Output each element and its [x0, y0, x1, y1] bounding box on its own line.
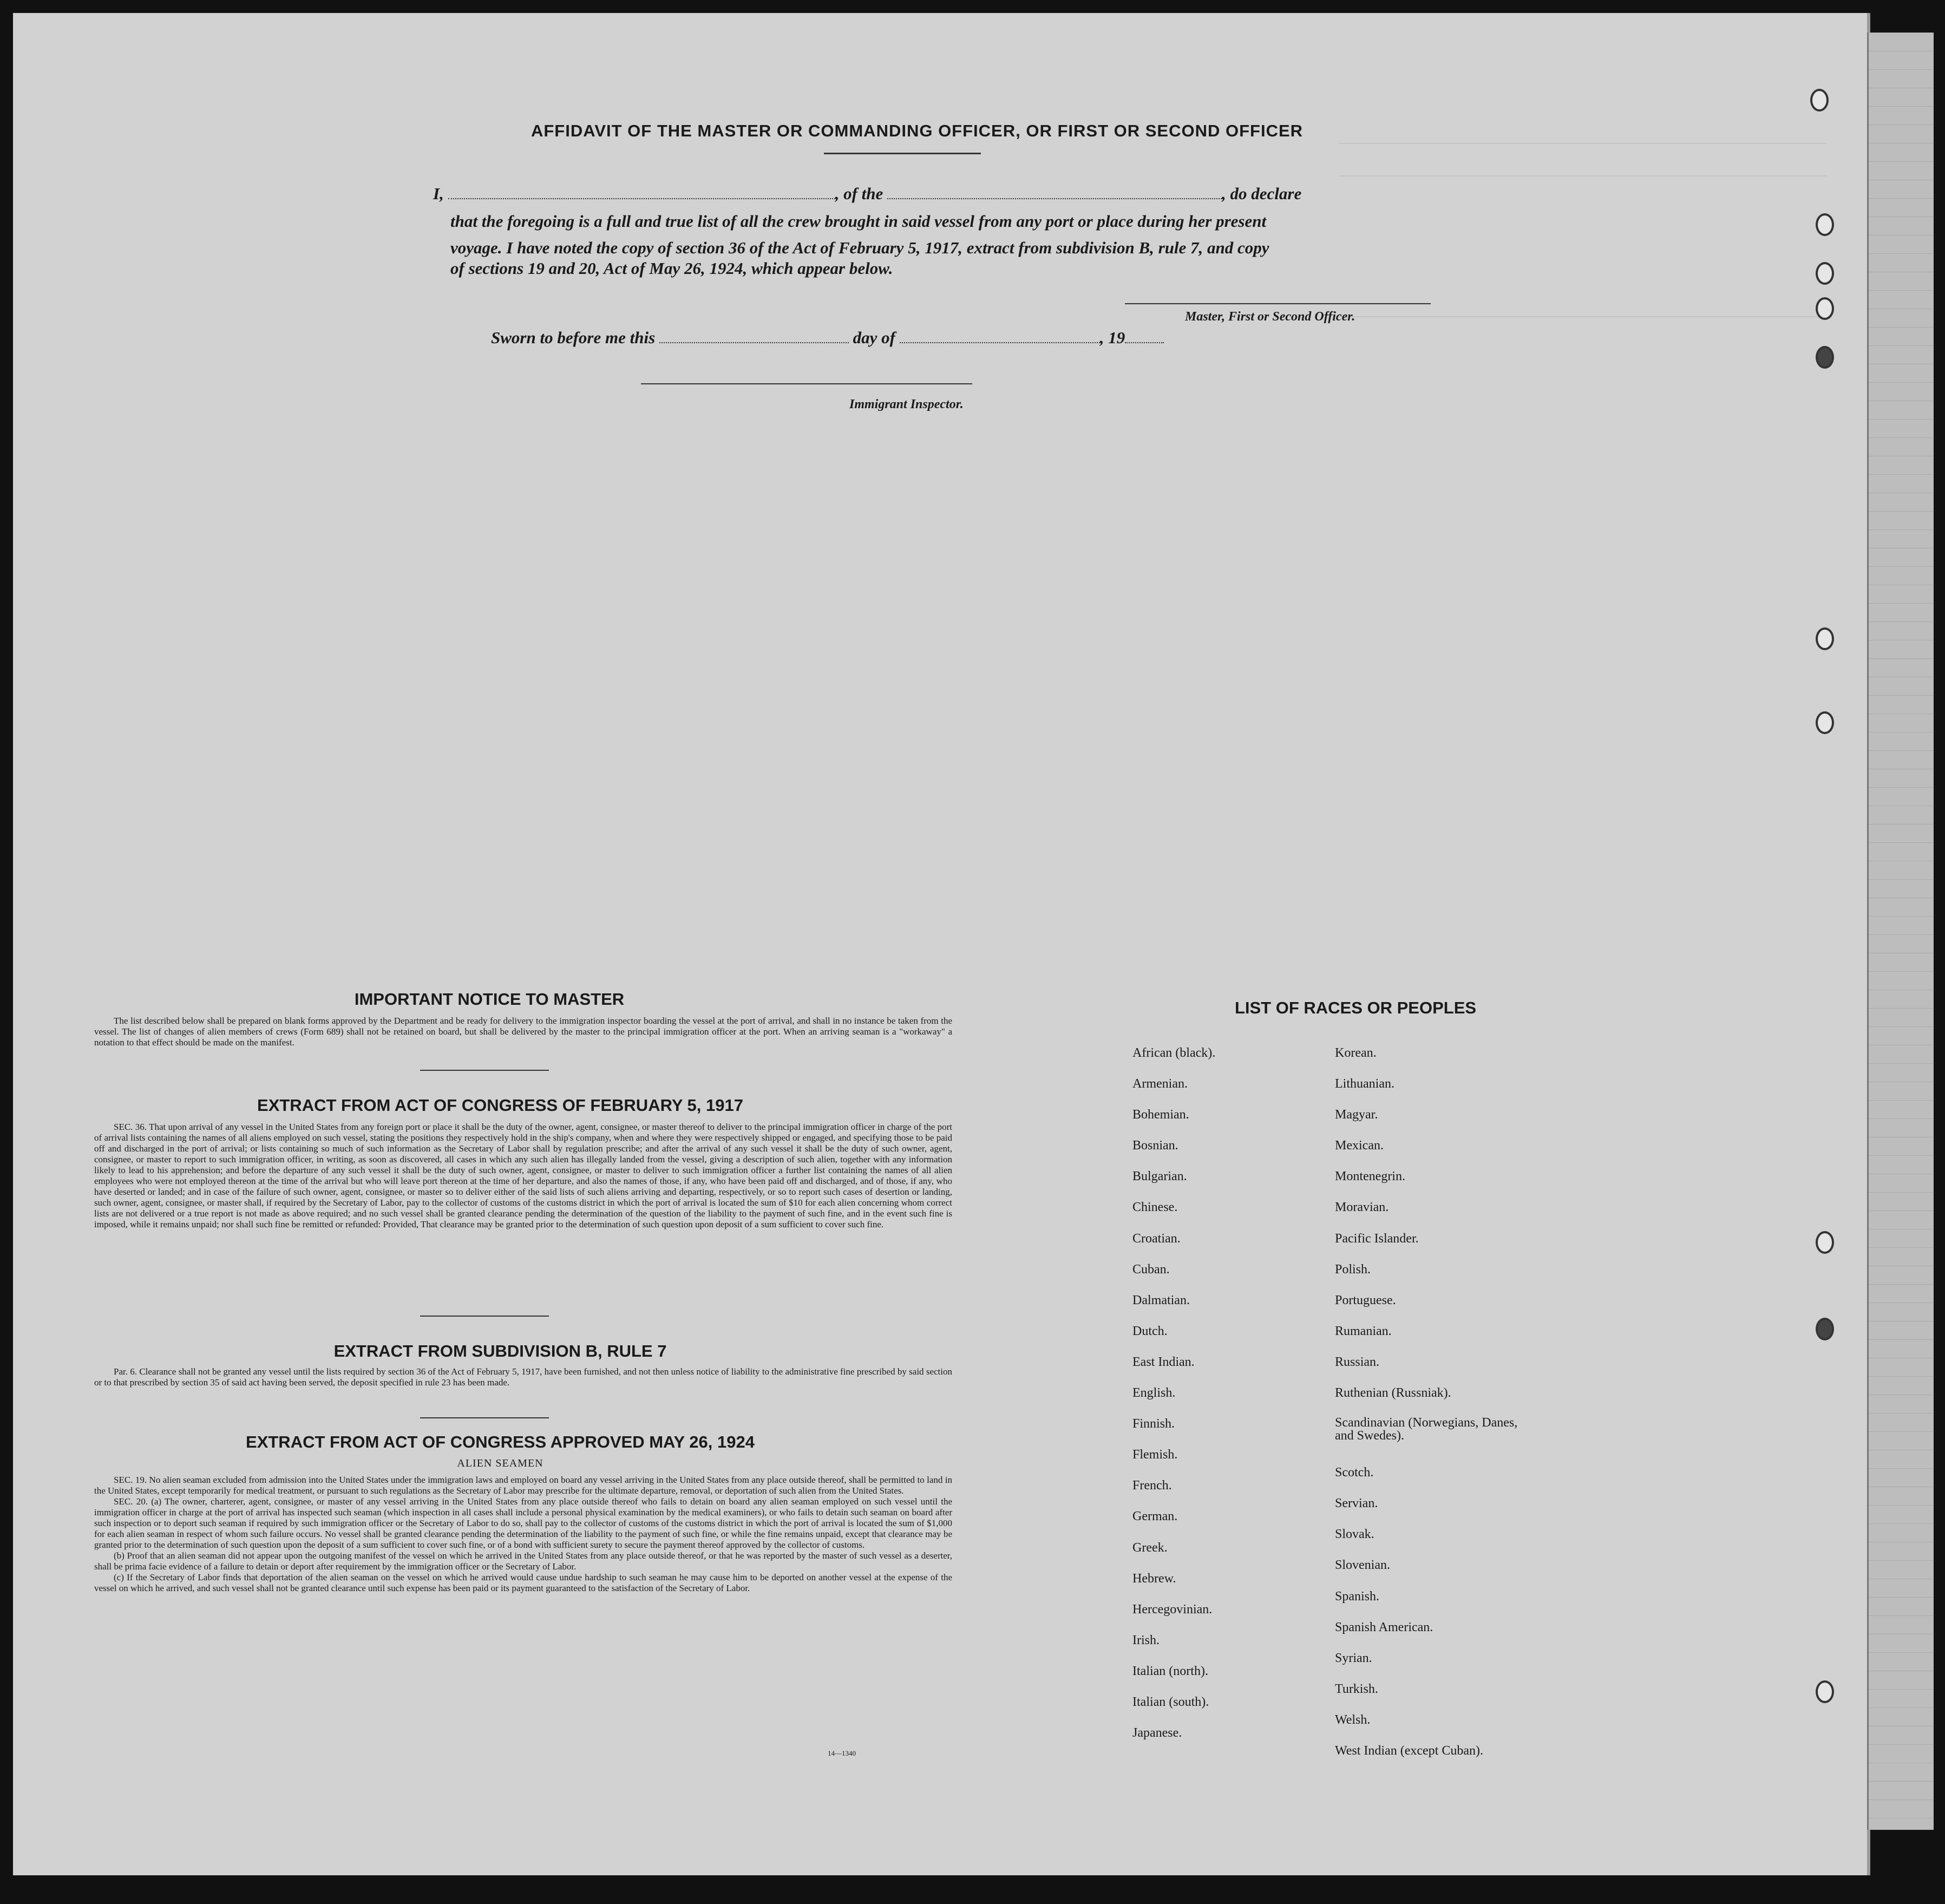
race-item: Portuguese. — [1335, 1293, 1396, 1307]
extract-1917-divider — [420, 1316, 549, 1317]
inspector-signature-label: Immigrant Inspector. — [849, 397, 964, 411]
punch-hole-icon — [1810, 89, 1829, 112]
race-item: Ruthenian (Russniak). — [1335, 1386, 1451, 1401]
rule-7-title: EXTRACT FROM SUBDIVISION B, RULE 7 — [333, 1342, 667, 1360]
race-item: Rumanian. — [1335, 1324, 1392, 1338]
sworn-month-field[interactable] — [900, 342, 1100, 343]
race-item: Armenian. — [1132, 1077, 1188, 1091]
declarant-name-field[interactable] — [448, 198, 835, 199]
race-item: Finnish. — [1132, 1417, 1175, 1431]
page-edge-strip — [1867, 32, 1934, 1830]
race-item: Moravian. — [1335, 1200, 1389, 1215]
race-item: Chinese. — [1132, 1200, 1178, 1215]
rule-7-text: Par. 6. Clearance shall not be granted any vessel until the lists required by section 36 of the Act of February 5, 1917, have been furnished, and not then unless notice of liability to the administrative fine prescribed by said section or to that prescribed by section 35 of said act having been served, the deposit specified in rule 23 has been made. — [94, 1366, 952, 1388]
race-item: Italian (south). — [1132, 1694, 1209, 1709]
punch-hole-icon — [1816, 346, 1834, 369]
race-item: African (black). — [1132, 1046, 1216, 1060]
race-item: Syrian. — [1335, 1651, 1372, 1665]
affidavit-line-2: that the foregoing is a full and true list of all the crew brought in said vessel from any port or place during her present — [450, 212, 1267, 231]
section-19-text: SEC. 19. No alien seaman excluded from admission into the United States under the immigration laws and employed on board any vessel arriving in the United States from any place outside thereof, shall be permitted to land in the United States, except temporarily for medical treatment, or pursuant to such regulations as the Secretary of Labor may prescribe for the ultimate departure, removal, or deportation of such alien from the United States. — [94, 1475, 952, 1496]
notice-text: The list described below shall be prepared on blank forms approved by the Department and be ready for delivery to the immigration inspector boarding the vessel at the port of arrival, and shall in no instance be taken from the vessel. The list of changes of alien members of crews (Form 689) shall not be retained on board, but shall be delivered by the master to the principal immigration officer at the port. When an arriving seaman is a "workaway" a notation to that effect should be made on the manifest. — [94, 1016, 952, 1048]
section-20c-text: (c) If the Secretary of Labor finds that deportation of the alien seaman on the vessel on which he arrived would cause undue hardship to such seaman he may cause him to be deported on another vessel at the expense of the vessel on which he arrived, and such vessel shall not be granted clearance until such expense has been paid or its payment guaranteed to the satisfaction of the Secretary of Labor. — [94, 1572, 952, 1593]
punch-hole-icon — [1816, 1231, 1834, 1254]
race-item: Welsh. — [1335, 1712, 1371, 1727]
alien-seamen-subtitle: ALIEN SEAMEN — [457, 1457, 543, 1469]
sworn-line — [491, 328, 1164, 348]
punch-hole-icon — [1816, 213, 1834, 236]
master-signature-line[interactable] — [1125, 303, 1431, 304]
day-of-label: day of — [853, 328, 895, 347]
extract-1917-text: SEC. 36. That upon arrival of any vessel in the United States from any foreign port or place it shall be the duty of the owner, agent, consignee, or master thereof to deliver to the principal immigration officer in charge of the port of arrival lists containing the names of all aliens employed on such vessel, stating the positions they respectively hold in the ship's company, when and where they were respectively shipped or engaged, and specifying those to be paid off and discharged in the port of arrival; or lists containing so much of such information as the Secretary of Labor shall by regulation prescribe; and after the arrival of any such vessel it shall be the duty of such owner, agent, consignee, or master to report to such immigration officer, in writing, as soon as discovered, all cases in which any such alien has illegally landed from the vessel, giving a description of such alien, together with any information likely to lead to his apprehension; and before the departure of any such vessel it shall be the duty of such owner, agent, consignee, or master to deliver to such immigration officer a further list containing the names of all alien employees who were not employed thereon at the time of the arrival but who will leave port thereon at the time of her departure, and also the names of those, if any, who have been paid off and discharged, and of those, if any, who have deserted or landed; and in case of the failure of such owner, agent, consignee, or master so to deliver either of the said lists of such aliens arriving and departing, respectively, or so to report such cases of desertion or landing, such owner, agent, consignee, or master shall, if required by the Secretary of Labor, pay to the collector of customs of the customs district in which the port of arrival is located the sum of $10 for each alien concerning whom correct lists are not delivered or a true report is not made as above required; and no such vessel shall be granted clearance pending the determination of the question of the liability to the payment of such fine, and in the event such fine is imposed, while it remains unpaid; nor shall such fine be remitted or refunded: Provided, That clearance may be granted prior to the determination of such question upon deposit of a sum sufficient to cover such fine. — [94, 1122, 952, 1229]
punch-hole-icon — [1816, 1318, 1834, 1340]
section-20a-text: SEC. 20. (a) The owner, charterer, agent, consignee, or master of any vessel arriving in the United States from any place outside thereof who fails to detain on board any alien seaman employed on such vessel until the immigration officer in charge at the port of arrival has inspected such seaman (which inspection in all cases shall include a personal physical examination by the medical examiners), or who fails to detain such seaman on board after such inspection or to deport such seaman if required by such immigration officer or the Secretary of Labor to do so, shall pay to the collector of customs of the customs district in which the port of arrival is located the sum of $1,000 for each alien seaman in respect of whom such failure occurs. No vessel shall be granted clearance pending the determination of the liability to the payment of such fine, or while the fine remains unpaid, except that clearance may be granted prior to the determination of such question upon the deposit of a sum sufficient to cover such fine, or of a bond with sufficient surety to secure the payment thereof approved by the collector of customs. — [94, 1496, 952, 1550]
race-item: West Indian (except Cuban). — [1335, 1743, 1483, 1758]
affidavit-line-4: of sections 19 and 20, Act of May 26, 1924, which appear below. — [450, 259, 893, 278]
punch-hole-icon — [1816, 1680, 1834, 1703]
race-item: Mexican. — [1335, 1139, 1384, 1153]
race-item: Scotch. — [1335, 1465, 1374, 1480]
rule-7-divider — [420, 1417, 549, 1418]
race-item: Greek. — [1132, 1540, 1168, 1555]
race-item: Hebrew. — [1132, 1571, 1176, 1586]
race-item: Pacific Islander. — [1335, 1231, 1419, 1246]
notice-title: IMPORTANT NOTICE TO MASTER — [354, 990, 625, 1009]
declarant-prefix: I, — [433, 184, 444, 203]
race-item: Spanish. — [1335, 1589, 1380, 1604]
extract-1917-title: EXTRACT FROM ACT OF CONGRESS OF FEBRUARY 5, 1917 — [257, 1096, 743, 1115]
extract-1924-title: EXTRACT FROM ACT OF CONGRESS APPROVED MAY 26, 1924 — [246, 1432, 755, 1451]
year-prefix: , 19 — [1099, 328, 1125, 347]
affidavit-line-1 — [433, 184, 1301, 204]
notice-divider — [420, 1070, 549, 1071]
race-item: Italian (north). — [1132, 1664, 1208, 1678]
sworn-year-field[interactable] — [1125, 342, 1164, 343]
master-signature-label: Master, First or Second Officer. — [1185, 310, 1355, 324]
race-item: French. — [1132, 1478, 1172, 1493]
form-number: 14—1340 — [828, 1749, 856, 1757]
race-item: Polish. — [1335, 1262, 1371, 1277]
race-item: Dutch. — [1132, 1324, 1168, 1338]
affidavit-title: AFFIDAVIT OF THE MASTER OR COMMANDING OFFICER, OR FIRST OR SECOND OFFICER — [531, 121, 1304, 140]
punch-hole-icon — [1816, 627, 1834, 650]
race-item: Bulgarian. — [1132, 1169, 1187, 1184]
races-title: LIST OF RACES OR PEOPLES — [1234, 998, 1477, 1017]
race-item: Scandinavian (Norwegians, Danes, and Swedes). — [1335, 1416, 1518, 1443]
punch-hole-icon — [1816, 262, 1834, 285]
section-20b-text: (b) Proof that an alien seaman did not appear upon the outgoing manifest of the vessel on which he arrived in the United States from any place outside thereof, or that he was reported by the master of such vessel as a deserter, shall be prima facie evidence of a failure to detain or deport after requirement by the immigration officer or the Secretary of Labor. — [94, 1550, 952, 1572]
race-item: Turkish. — [1335, 1681, 1378, 1696]
extract-1924-text — [94, 1475, 952, 1594]
race-item: Irish. — [1132, 1633, 1160, 1647]
of-the-label: , of the — [835, 184, 883, 203]
inspector-signature-line[interactable] — [641, 383, 972, 384]
races-left-column — [1132, 1045, 1215, 1756]
race-item: Dalmatian. — [1132, 1293, 1190, 1307]
race-item: Lithuanian. — [1335, 1077, 1394, 1091]
races-right-column — [1335, 1045, 1562, 1774]
race-item: Russian. — [1335, 1355, 1380, 1369]
race-item: Hercegovinian. — [1132, 1602, 1213, 1617]
punch-hole-icon — [1816, 711, 1834, 734]
race-item: East Indian. — [1132, 1355, 1195, 1369]
race-item: Flemish. — [1132, 1448, 1178, 1462]
race-item: Slovenian. — [1335, 1558, 1390, 1573]
race-item: English. — [1132, 1386, 1176, 1401]
document-page — [13, 13, 1870, 1875]
race-item: Korean. — [1335, 1046, 1377, 1060]
do-declare-label: , do declare — [1222, 184, 1302, 203]
title-divider — [824, 153, 981, 154]
race-item: Slovak. — [1335, 1527, 1374, 1542]
vessel-name-field[interactable] — [887, 198, 1222, 199]
race-item: Bohemian. — [1132, 1108, 1189, 1122]
sworn-day-field[interactable] — [659, 342, 849, 343]
race-item: Servian. — [1335, 1496, 1378, 1511]
race-item: Croatian. — [1132, 1231, 1181, 1246]
race-item: German. — [1132, 1509, 1178, 1524]
race-item: Magyar. — [1335, 1108, 1378, 1122]
race-item: Spanish American. — [1335, 1620, 1433, 1634]
race-item: Cuban. — [1132, 1262, 1170, 1277]
race-item: Bosnian. — [1132, 1139, 1178, 1153]
affidavit-line-3: voyage. I have noted the copy of section 36 of the Act of February 5, 1917, extract from subdivision B, rule 7, and copy — [450, 238, 1269, 257]
punch-hole-icon — [1816, 297, 1834, 320]
sworn-prefix: Sworn to before me this — [491, 328, 656, 347]
race-item: Japanese. — [1132, 1726, 1182, 1741]
race-item: Montenegrin. — [1335, 1169, 1405, 1184]
